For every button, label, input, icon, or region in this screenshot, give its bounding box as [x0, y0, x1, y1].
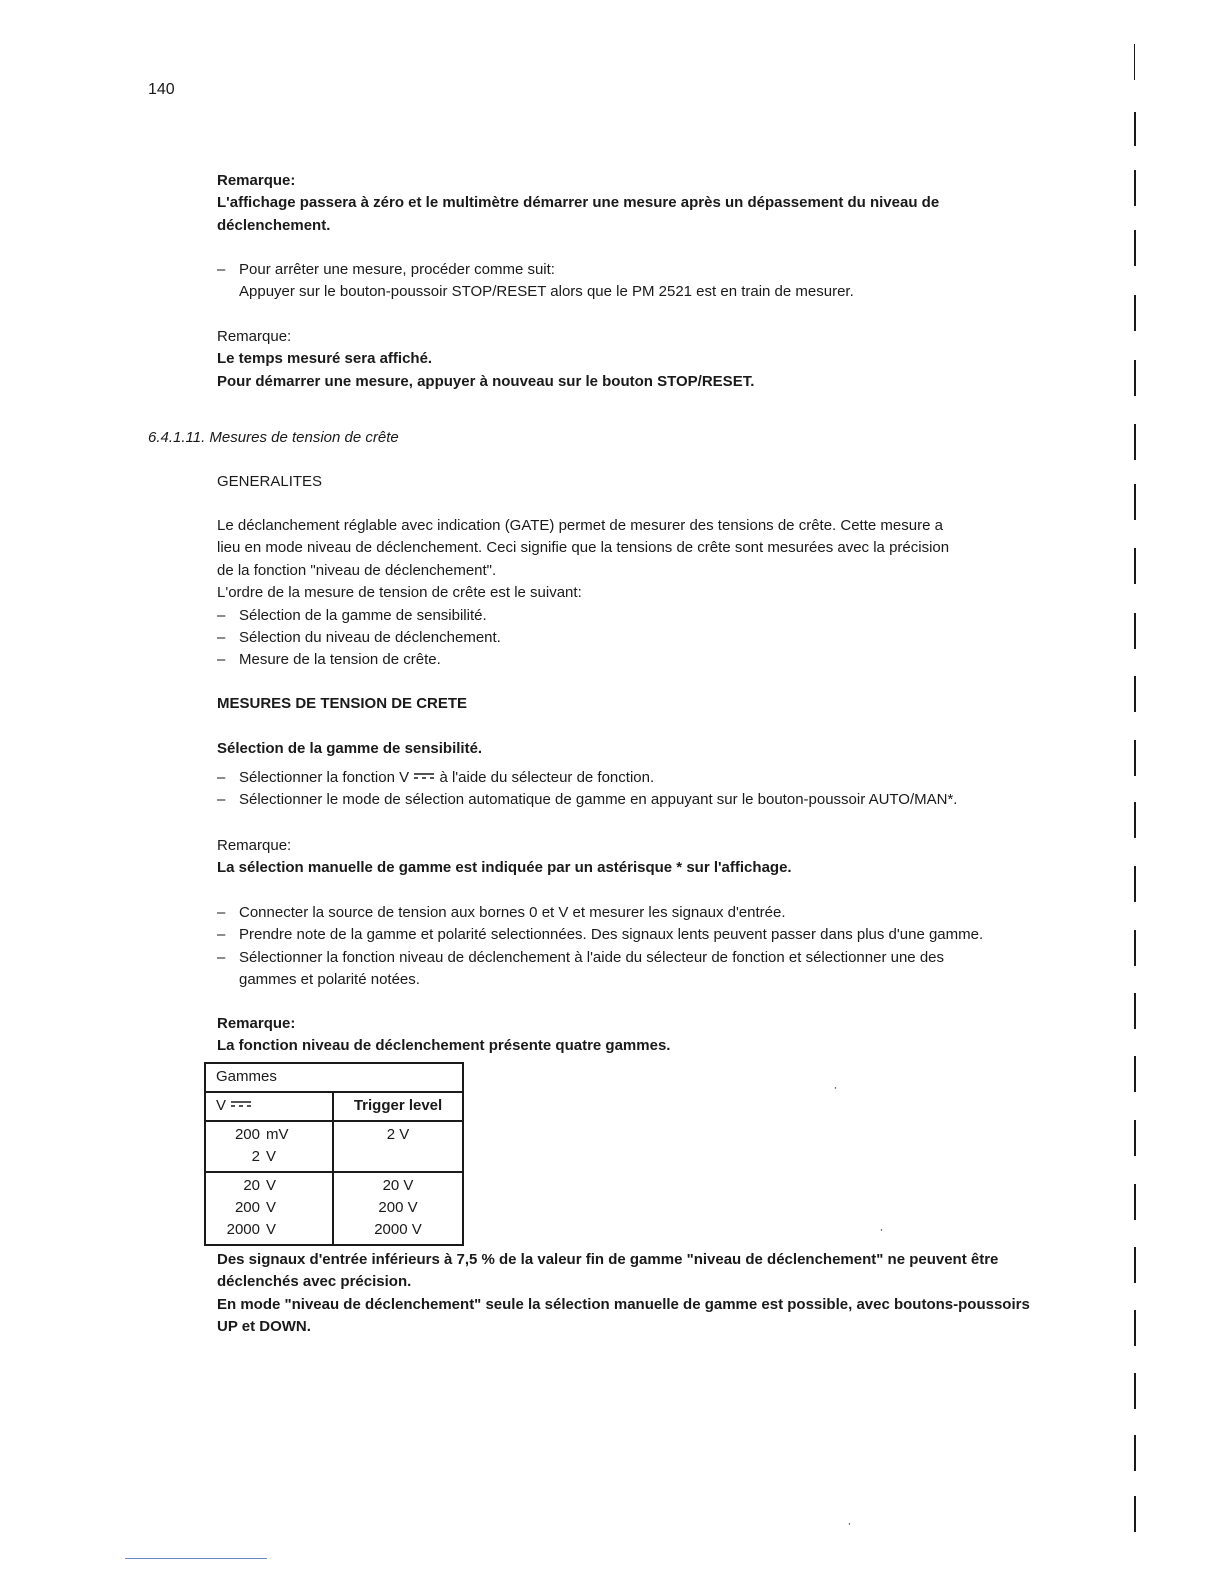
column-header-label: V: [216, 1097, 227, 1115]
change-bar: [1134, 360, 1136, 396]
change-bar: [1134, 1247, 1136, 1283]
list-item-text: Sélectionner le mode de sélection automatique de gamme en appuyant sur le bouton-poussoir AUTO/MAN*.: [239, 791, 958, 809]
page-number: 140: [148, 81, 175, 98]
section-title: 6.4.1.11. Mesures de tension de crête: [148, 429, 399, 446]
list-item-text: Sélectionner la fonction niveau de déclenchement à l'aide du sélecteur de fonction et sélectionner une des: [239, 948, 944, 966]
trigger-value: 20 V: [382, 1176, 414, 1194]
range-number: 200: [234, 1199, 260, 1217]
list-item: [217, 649, 1077, 671]
trigger-value: 2000 V: [374, 1221, 422, 1239]
change-bar: [1134, 424, 1136, 460]
note-line: déclenchés avec précision.: [217, 1273, 412, 1291]
table-title: Gammes: [205, 1063, 463, 1092]
list-item-text: Pour arrêter une mesure, procéder comme suit:: [239, 261, 555, 278]
change-bar: [1134, 112, 1136, 146]
dash-bullet: –: [217, 261, 226, 278]
change-bar: [1134, 1373, 1136, 1409]
dash-bullet: –: [217, 791, 226, 809]
dash-bullet: –: [217, 926, 226, 944]
generalites-heading: GENERALITES: [217, 473, 323, 490]
trigger-value: 200 V: [378, 1199, 418, 1217]
range-cell: [205, 1121, 333, 1172]
generalites-body: [217, 515, 1077, 672]
change-bar: [1134, 44, 1135, 80]
remark-text-line: L'affichage passera à zéro et le multimètre démarrer une mesure après un dépassement du niveau de: [217, 194, 940, 212]
change-bar: [1134, 1120, 1136, 1156]
trigger-cell: [333, 1172, 463, 1245]
change-bar: [1134, 230, 1136, 266]
range-unit: V: [266, 1221, 277, 1239]
remark-1: [217, 170, 1077, 237]
list-item-text: Prendre note de la gamme et polarité selectionnées. Des signaux lents peuvent passer dans plus d'une gamme.: [239, 926, 984, 944]
note-line: Des signaux d'entrée inférieurs à 7,5 % de la valeur fin de gamme "niveau de déclenchement" ne peuvent être: [217, 1251, 999, 1268]
note-line: UP et DOWN.: [217, 1318, 311, 1336]
list-item: [217, 605, 1077, 627]
paragraph-line: lieu en mode niveau de déclenchement. Ceci signifie que la tensions de crête sont mesurées avec la précision: [217, 539, 950, 557]
table-row: [205, 1121, 463, 1172]
dash-bullet: –: [217, 629, 226, 647]
scan-speck: ⸳: [848, 1517, 851, 1529]
mesures-heading: MESURES DE TENSION DE CRETE: [217, 695, 468, 712]
change-bar: [1134, 1310, 1136, 1346]
change-bar: [1134, 1435, 1136, 1471]
list-item: [217, 924, 1077, 946]
range-number: 20: [243, 1176, 260, 1194]
change-bar: [1134, 548, 1136, 584]
dash-bullet: –: [217, 904, 226, 921]
range-value: [216, 1146, 322, 1168]
gammes-table: [204, 1062, 464, 1246]
remark-3: [217, 835, 1077, 880]
remark-text-line: La fonction niveau de déclenchement présente quatre gammes.: [217, 1037, 671, 1055]
dash-bullet: –: [217, 948, 226, 966]
scan-speck: ⸳: [880, 1223, 883, 1235]
range-value: [216, 1219, 322, 1241]
list-item: [217, 947, 1077, 992]
list-item-text: Connecter la source de tension aux bornes 0 et V et mesurer les signaux d'entrée.: [239, 904, 786, 921]
remark-text-line: Le temps mesuré sera affiché.: [217, 350, 433, 368]
list-item: [217, 902, 1077, 924]
range-number: 2000: [226, 1221, 260, 1239]
remark-text-line: déclenchement.: [217, 216, 331, 234]
dash-bullet: –: [217, 769, 226, 786]
change-bar: [1134, 613, 1136, 649]
list-item-text: à l'aide du sélecteur de fonction.: [439, 769, 655, 786]
list-item-text: Appuyer sur le bouton-poussoir STOP/RESET alors que le PM 2521 est en train de mesurer.: [239, 283, 854, 301]
list-item: [217, 767, 1077, 789]
list-item-text: Sélection du niveau de déclenchement.: [239, 629, 501, 647]
range-unit: V: [266, 1176, 277, 1194]
list-item-text: Sélection de la gamme de sensibilité.: [239, 606, 487, 624]
list-item-text: Sélectionner la fonction V: [239, 769, 410, 786]
bottom-rule: [125, 1558, 267, 1559]
range-value: [216, 1197, 322, 1219]
mesures-list: [217, 767, 1077, 812]
dc-voltage-icon: [413, 772, 435, 780]
table-row: [205, 1063, 463, 1092]
note-line: En mode "niveau de déclenchement" seule la sélection manuelle de gamme est possible, avec boutons-poussoirs: [217, 1295, 1030, 1313]
mesures-subheading: Sélection de la gamme de sensibilité.: [217, 740, 483, 757]
range-unit: V: [266, 1199, 277, 1217]
dash-bullet: –: [217, 651, 226, 669]
remark-text-line: La sélection manuelle de gamme est indiquée par un astérisque * sur l'affichage.: [217, 859, 792, 877]
dc-voltage-icon: [230, 1100, 252, 1108]
paragraph-line: de la fonction "niveau de déclenchement".: [217, 561, 497, 579]
paragraph-line: Le déclanchement réglable avec indication (GATE) permet de mesurer des tensions de crête. Cette mesure a: [217, 517, 943, 534]
list-item: [217, 259, 1077, 304]
remark-label: Remarque:: [217, 1015, 296, 1032]
range-value: [216, 1124, 322, 1146]
table-row: [205, 1092, 463, 1120]
list-item-text: gammes et polarité notées.: [239, 971, 420, 989]
change-bar: [1134, 170, 1136, 206]
remark-2: [217, 326, 1077, 393]
table-row: [205, 1172, 463, 1245]
change-bar: [1134, 1056, 1136, 1092]
column-header-trigger: Trigger level: [333, 1092, 463, 1120]
range-unit: mV: [266, 1125, 289, 1143]
footer-notes: [217, 1249, 1097, 1339]
remark-label: Remarque:: [217, 837, 292, 854]
remark-4: [217, 1013, 1077, 1058]
change-bar: [1134, 484, 1136, 520]
range-cell: [205, 1172, 333, 1245]
margin-change-bars: [1128, 40, 1148, 1540]
change-bar: [1134, 676, 1136, 712]
change-bar: [1134, 1184, 1136, 1220]
range-unit: V: [266, 1148, 277, 1166]
change-bar: [1134, 740, 1136, 776]
dash-bullet: –: [217, 606, 226, 624]
remark-text-line: Pour démarrer une mesure, appuyer à nouveau sur le bouton STOP/RESET.: [217, 372, 755, 390]
remark-label: Remarque:: [217, 172, 296, 189]
change-bar: [1134, 866, 1136, 902]
list-item: [217, 789, 1077, 811]
change-bar: [1134, 930, 1136, 966]
range-value: [216, 1175, 322, 1197]
list-item-text: Mesure de la tension de crête.: [239, 651, 441, 669]
range-number: 2: [251, 1148, 260, 1166]
change-bar: [1134, 993, 1136, 1029]
list-item: [217, 627, 1077, 649]
remark-label: Remarque:: [217, 328, 292, 345]
stop-instruction: [217, 259, 1077, 304]
trigger-cell: 2 V: [333, 1121, 463, 1172]
change-bar: [1134, 295, 1136, 331]
change-bar: [1134, 1496, 1136, 1532]
steps-list: [217, 902, 1077, 992]
scan-speck: ⸳: [834, 1081, 837, 1093]
range-number: 200: [234, 1125, 260, 1143]
paragraph-line: L'ordre de la mesure de tension de crête est le suivant:: [217, 584, 582, 602]
column-header-v: [205, 1092, 333, 1120]
change-bar: [1134, 802, 1136, 838]
